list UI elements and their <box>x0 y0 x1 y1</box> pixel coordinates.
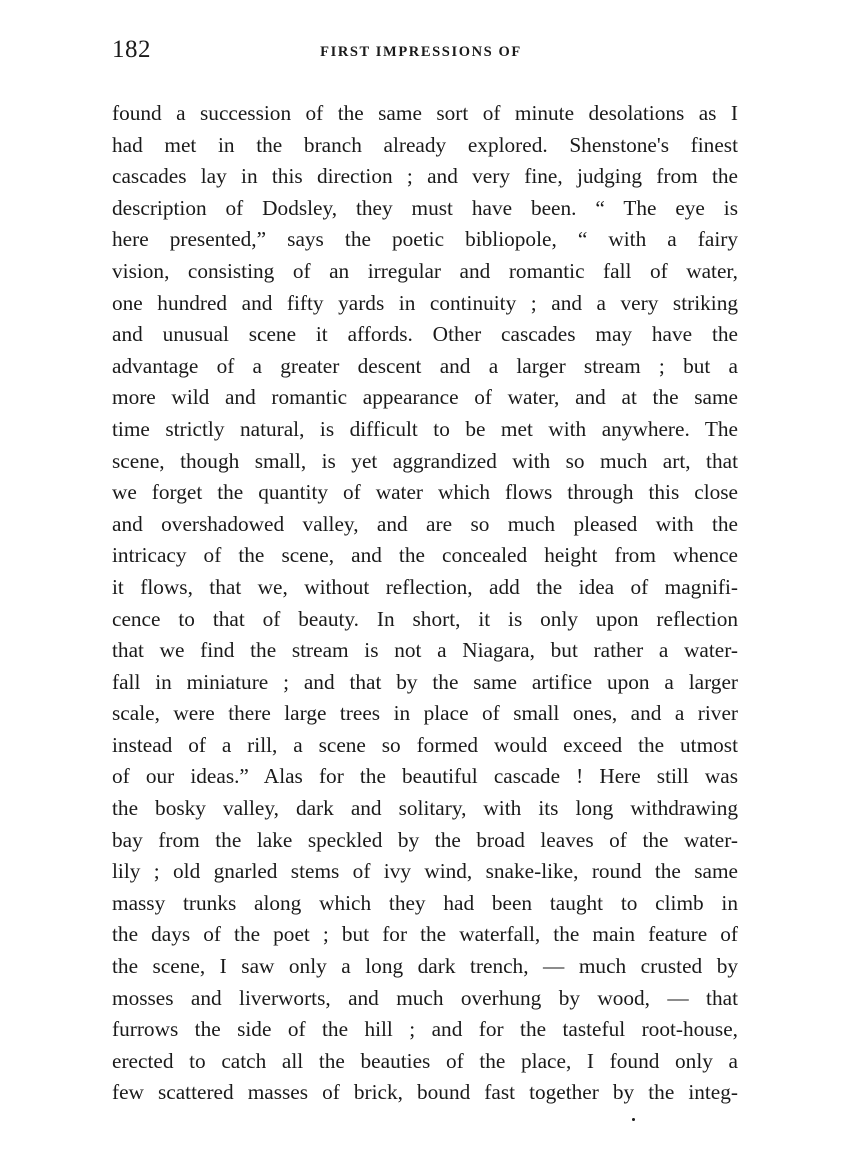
text-line: of our ideas.” Alas for the beautiful cascade ! Here still was <box>112 764 738 789</box>
text-line: few scattered masses of brick, bound fast together by the integ- <box>112 1080 738 1105</box>
text-line: time strictly natural, is difficult to be met with anywhere. The <box>112 416 738 441</box>
text-line: that we find the stream is not a Niagara, but rather a water- <box>112 638 738 663</box>
page-header <box>112 36 730 70</box>
text-line: more wild and romantic appearance of water, and at the same <box>112 385 738 410</box>
text-line: and unusual scene it affords. Other cascades may have the <box>112 322 738 347</box>
text-line: furrows the side of the hill ; and for the tasteful root-house, <box>112 1017 738 1042</box>
text-line: cascades lay in this direction ; and very fine, judging from the <box>112 164 738 189</box>
text-line: scene, though small, is yet aggrandized with so much art, that <box>112 448 738 473</box>
text-line: here presented,” says the poetic bibliopole, “ with a fairy <box>112 227 738 252</box>
text-line: intricacy of the scene, and the concealed height from whence <box>112 543 738 568</box>
text-line: the scene, I saw only a long dark trench, — much crusted by <box>112 954 738 979</box>
text-line: advantage of a greater descent and a larger stream ; but a <box>112 353 738 378</box>
text-line: bay from the lake speckled by the broad leaves of the water- <box>112 827 738 852</box>
running-head: FIRST IMPRESSIONS OF <box>320 44 522 60</box>
text-line: lily ; old gnarled stems of ivy wind, snake-like, round the same <box>112 859 738 884</box>
text-line: it flows, that we, without reflection, add the idea of magnifi- <box>112 574 738 599</box>
page-number: 182 <box>112 36 151 63</box>
text-line: vision, consisting of an irregular and romantic fall of water, <box>112 258 738 283</box>
text-line: cence to that of beauty. In short, it is only upon reflection <box>112 606 738 631</box>
text-line: massy trunks along which they had been taught to climb in <box>112 890 738 915</box>
body-text <box>112 98 738 1109</box>
text-line: the bosky valley, dark and solitary, with its long withdrawing <box>112 796 738 821</box>
text-line: we forget the quantity of water which flows through this close <box>112 480 738 505</box>
text-line: fall in miniature ; and that by the same artifice upon a larger <box>112 669 738 694</box>
ink-speck <box>632 1118 635 1121</box>
text-line: found a succession of the same sort of minute desolations as I <box>112 101 738 125</box>
text-line: had met in the branch already explored. Shenstone's finest <box>112 132 738 157</box>
text-line: scale, were there large trees in place of small ones, and a river <box>112 701 738 726</box>
text-line: mosses and liverworts, and much overhung by wood, — that <box>112 985 738 1010</box>
text-line: erected to catch all the beauties of the place, I found only a <box>112 1048 738 1073</box>
text-line: the days of the poet ; but for the waterfall, the main feature of <box>112 922 738 947</box>
text-line: one hundred and fifty yards in continuity ; and a very striking <box>112 290 738 315</box>
text-line: instead of a rill, a scene so formed would exceed the utmost <box>112 732 738 757</box>
text-line: description of Dodsley, they must have been. “ The eye is <box>112 195 738 220</box>
text-line: and overshadowed valley, and are so much pleased with the <box>112 511 738 536</box>
